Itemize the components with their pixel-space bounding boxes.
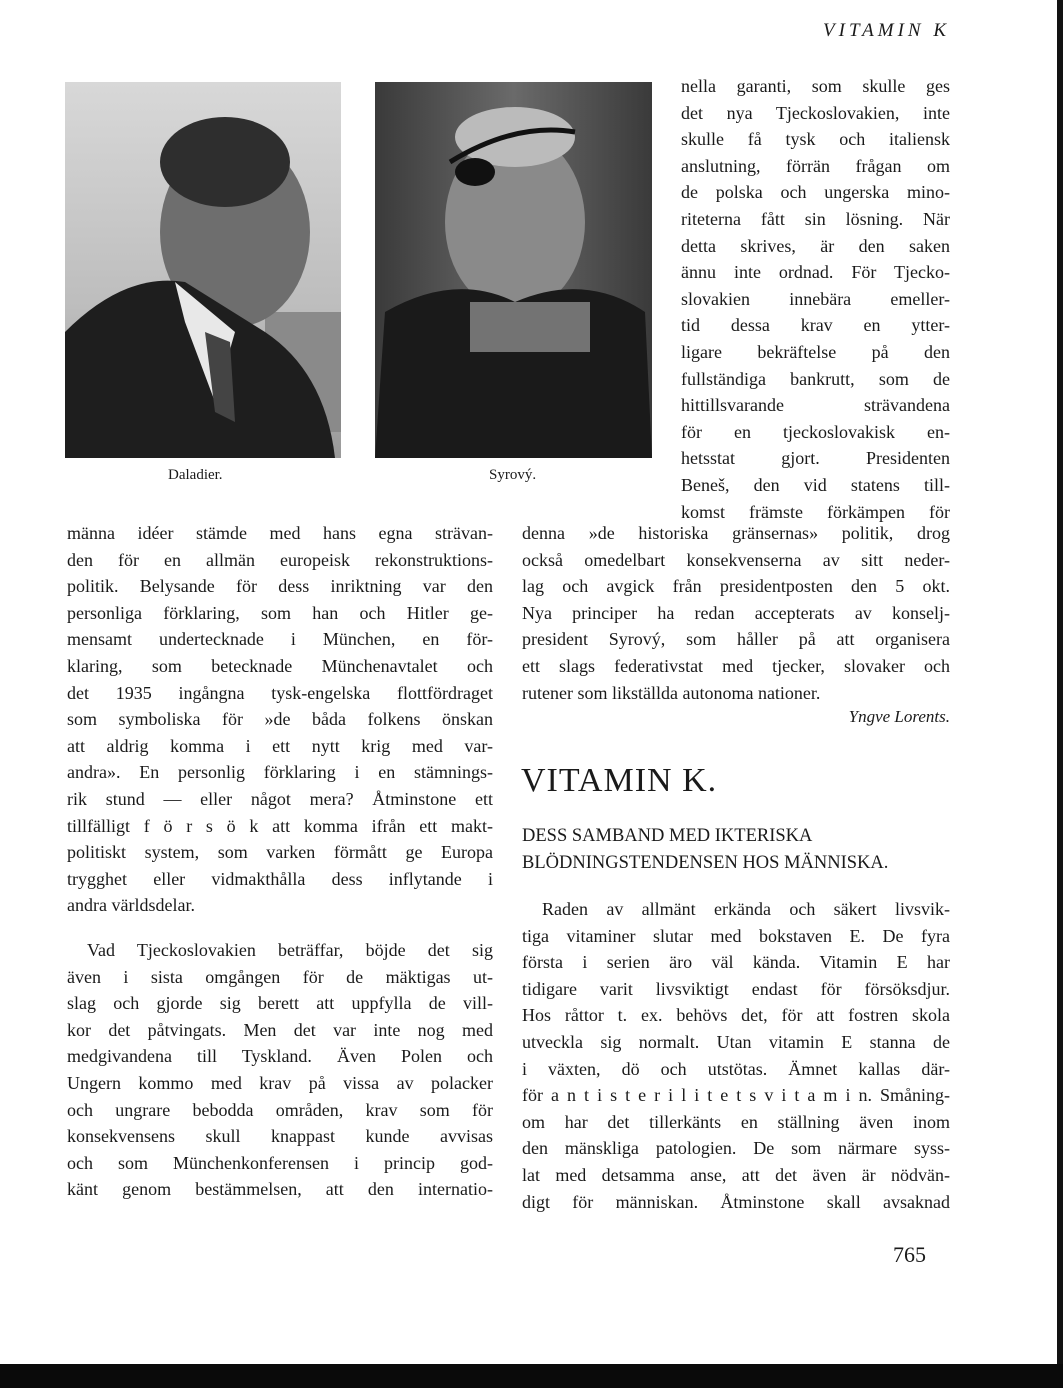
text-line: hittillsvarande strävandena bbox=[681, 395, 950, 416]
scan-edge bbox=[1057, 0, 1063, 1388]
text-line: politik. Belysande för dess inriktning var den bbox=[67, 576, 493, 597]
left-column-paragraph-2 bbox=[67, 937, 493, 1203]
article-subtitle bbox=[522, 823, 888, 877]
text-line: lat med detsamma anse, att det även är nödvän- bbox=[522, 1164, 950, 1185]
text-line: andra». En personlig förklaring i en stämnings- bbox=[67, 762, 493, 783]
text-line: det nya Tjeckoslovakien, inte bbox=[681, 102, 950, 123]
text-line: Raden av allmänt erkända och säkert livsvik- bbox=[542, 899, 950, 919]
text-line: de polska och ungerska mino- bbox=[681, 182, 950, 203]
left-column-paragraph-1 bbox=[67, 520, 493, 919]
text-line: trygghet eller vidmakthålla dess inflytande i bbox=[67, 868, 493, 889]
text-line: som symboliska för »de båda folkens önskan bbox=[67, 709, 493, 730]
text-line: andra världsdelar. bbox=[67, 895, 195, 916]
text-line: lag och avgick från presidentposten den 5 okt. bbox=[522, 576, 950, 597]
text-line: komst främste förkämpen för bbox=[681, 501, 950, 522]
text-line: rutener som likställda autonoma nationer. bbox=[522, 682, 821, 703]
running-head: VITAMIN K bbox=[823, 20, 950, 41]
subtitle-line: BLÖDNINGSTENDENSEN HOS MÄNNISKA. bbox=[522, 853, 889, 873]
page-number: 765 bbox=[893, 1242, 926, 1267]
text-line: Nya principer ha redan accepterats av konselj- bbox=[522, 602, 950, 623]
text-line: slovakien innebära emeller- bbox=[681, 288, 950, 309]
text-line: tidigare varit livsviktigt endast för försöksdjur. bbox=[522, 978, 950, 999]
text-line: medgivandena till Tyskland. Även Polen och bbox=[67, 1046, 493, 1067]
text-line: utveckla sig normalt. Utan vitamin E stanna de bbox=[522, 1031, 950, 1052]
text-line: Beneš, den vid statens till- bbox=[681, 474, 950, 495]
text-line: den för en allmän europeisk rekonstruktions- bbox=[67, 549, 493, 570]
text-line: känt genom bestämmelsen, att den internatio- bbox=[67, 1179, 493, 1200]
text-line: kor det påtvingats. Men det var inte nog med bbox=[67, 1019, 493, 1040]
text-line: om har det tillerkänts en ställning även inom bbox=[522, 1111, 950, 1132]
text-line: denna »de historiska gränsernas» politik, drog bbox=[522, 523, 950, 543]
text-line: hetsstat gjort. Presidenten bbox=[681, 448, 950, 469]
text-line: Vad Tjeckoslovakien beträffar, böjde det sig bbox=[87, 940, 493, 960]
subtitle-line: DESS SAMBAND MED IKTERISKA bbox=[522, 826, 813, 846]
text-line: politiskt system, som varken förmått ge Europa bbox=[67, 842, 493, 863]
text-line: ligare bekräftelse på den bbox=[681, 341, 950, 362]
text-line: och som Münchenkonferensen i princip god- bbox=[67, 1152, 493, 1173]
text-line: personliga förklaring, som han och Hitler ge- bbox=[67, 602, 493, 623]
right-column-top bbox=[681, 73, 950, 525]
text-line: nella garanti, som skulle ges bbox=[681, 76, 950, 96]
text-line: för en tjeckoslovakisk en- bbox=[681, 421, 950, 442]
text-line: Ungern kommo med krav på vissa av polacker bbox=[67, 1072, 493, 1093]
text-line: president Syrový, som håller på att organisera bbox=[522, 629, 950, 650]
text-line: tiga vitaminer slutar med bokstaven E. De fyra bbox=[522, 925, 950, 946]
author-signature: Yngve Lorents. bbox=[848, 707, 950, 726]
text-line: tillfälligt f ö r s ö k att komma ifrån ett makt- bbox=[67, 815, 493, 836]
text-line: digt för människan. Åtminstone skall avsaknad bbox=[522, 1191, 950, 1212]
text-line: männa idéer stämde med hans egna strävan- bbox=[67, 523, 493, 543]
caption-daladier: Daladier. bbox=[168, 467, 223, 483]
text-line: detta skrives, är den saken bbox=[681, 235, 950, 256]
text-line: första i serien äro väl kända. Vitamin E har bbox=[522, 952, 950, 973]
caption-syrovy: Syrový. bbox=[489, 467, 537, 483]
photo-daladier bbox=[65, 82, 341, 458]
text-line: ett slags federativstat med tjecker, slovaker och bbox=[522, 655, 950, 676]
text-line: det 1935 ingångna tysk-engelska flottfördraget bbox=[67, 682, 493, 703]
text-line: fullständiga bankrutt, som de bbox=[681, 368, 950, 389]
text-line: slag och gjorde sig berett att uppfylla de vill- bbox=[67, 993, 493, 1014]
text-line: klaring, som betecknade Münchenavtalet och bbox=[67, 655, 493, 676]
text-line: och ungrare bebodda områden, krav som för bbox=[67, 1099, 493, 1120]
article-title: VITAMIN K. bbox=[521, 762, 718, 799]
text-line: konsekvensens skull knappast kunde avvisas bbox=[67, 1126, 493, 1147]
text-line: även i sista omgången för de mäktigas ut- bbox=[67, 966, 493, 987]
text-line: mensamt undertecknade i München, en för- bbox=[67, 629, 493, 650]
text-line: också omedelbart konsekvenserna av sitt neder- bbox=[522, 549, 950, 570]
right-column-middle bbox=[522, 520, 950, 706]
photo-syrovy bbox=[375, 82, 652, 458]
text-line: ännu inte ordnad. För Tjecko- bbox=[681, 262, 950, 283]
text-line: skulle få tysk och italiensk bbox=[681, 129, 950, 150]
text-line: i växten, dö och utstötas. Ämnet kallas där- bbox=[522, 1058, 950, 1079]
text-line: tid dessa krav en ytter- bbox=[681, 315, 950, 336]
text-line: Hos råttor t. ex. behövs det, för att fostren skola bbox=[522, 1005, 950, 1026]
text-line: den mänskliga patologien. De som närmare syss- bbox=[522, 1138, 950, 1159]
text-line: att aldrig komma i ett nytt krig med var- bbox=[67, 735, 493, 756]
text-line: rik stund — eller något mera? Åtminstone ett bbox=[67, 788, 493, 809]
text-line: för a n t i s t e r i l i t e t s v i t a m i n. Småning- bbox=[522, 1085, 950, 1106]
text-line: riteterna fått sin lösning. När bbox=[681, 208, 950, 229]
scan-border bbox=[0, 1364, 1063, 1388]
text-line: anslutning, förrän frågan om bbox=[681, 155, 950, 176]
article-body bbox=[522, 896, 950, 1215]
